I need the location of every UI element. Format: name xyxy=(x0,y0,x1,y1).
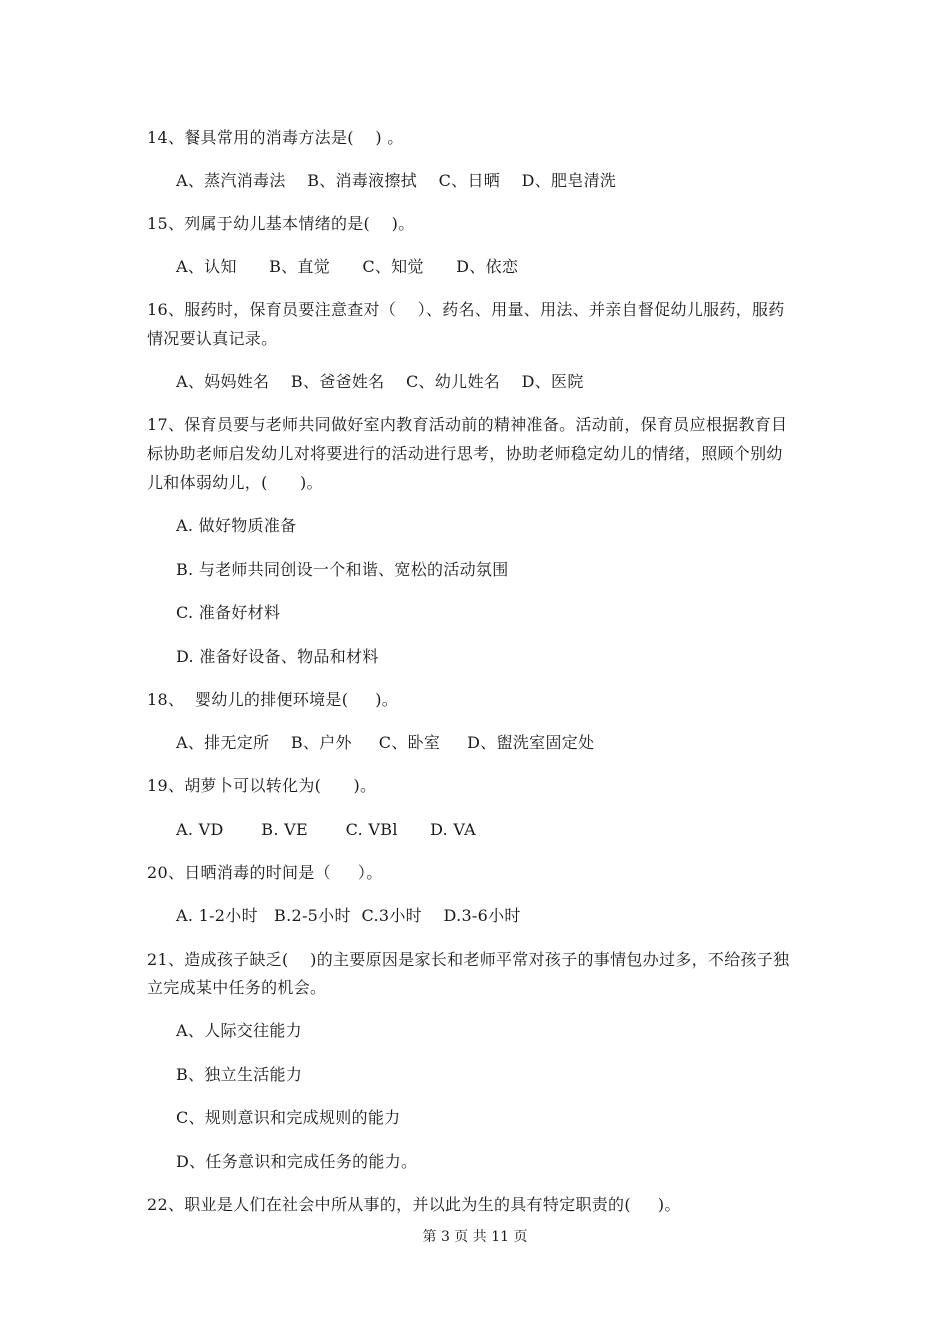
question-20-stem-line-1: 20、日晒消毒的时间是（ ）。 xyxy=(147,863,383,882)
question-21-stem-line-1: 21、造成孩子缺乏( )的主要原因是家长和老师平常对孩子的事情包办过多，不给孩子独 xyxy=(147,950,790,969)
question-17-option-b: B. 与老师共同创设一个和谐、宽松的活动氛围 xyxy=(176,560,509,579)
question-18-options: A、排无定所 B、户外 C、卧室 D、盥洗室固定处 xyxy=(176,733,595,752)
question-21-option-d: D、任务意识和完成任务的能力。 xyxy=(176,1152,418,1171)
question-21-stem-line-2: 立完成某中任务的机会。 xyxy=(147,978,327,997)
question-17-stem-line-1: 17、保育员要与老师共同做好室内教育活动前的精神准备。活动前，保育员应根据教育目 xyxy=(147,415,788,434)
page-footer: 第 3 页 共 11 页 xyxy=(422,1229,528,1245)
question-17-option-d: D. 准备好设备、物品和材料 xyxy=(176,647,379,666)
question-15-options: A、认知 B、直觉 C、知觉 D、依恋 xyxy=(176,257,519,276)
question-16-stem-line-2: 情况要认真记录。 xyxy=(147,329,278,348)
question-14-options: A、蒸汽消毒法 B、消毒液擦拭 C、日晒 D、肥皂清洗 xyxy=(176,171,617,190)
question-17-stem-line-3: 儿和体弱幼儿，( )。 xyxy=(147,473,323,492)
question-22-stem-line-1: 22、职业是人们在社会中所从事的，并以此为生的具有特定职责的( )。 xyxy=(147,1195,681,1214)
question-17-option-c: C. 准备好材料 xyxy=(176,603,281,622)
question-17-option-a: A. 做好物质准备 xyxy=(176,516,297,535)
question-19-options: A. VD B. VE C. VBl D. VA xyxy=(176,820,477,839)
question-20-options: A. 1-2小时 B.2-5小时 C.3小时 D.3-6小时 xyxy=(176,906,521,925)
question-21-option-b: B、独立生活能力 xyxy=(176,1065,303,1084)
question-14-stem-line-1: 14、餐具常用的消毒方法是( ) 。 xyxy=(147,128,404,147)
question-17-stem-line-2: 标协助老师启发幼儿对将要进行的活动进行思考，协助老师稳定幼儿的情绪，照顾个别幼 xyxy=(147,444,783,463)
question-21-option-a: A、人际交往能力 xyxy=(176,1021,302,1040)
question-19-stem-line-1: 19、胡萝卜可以转化为( )。 xyxy=(147,776,377,795)
question-16-stem-line-1: 16、服药时，保育员要注意查对（ ）、药名、用量、用法、并亲自督促幼儿服药，服药 xyxy=(147,300,785,319)
question-15-stem-line-1: 15、列属于幼儿基本情绪的是( )。 xyxy=(147,214,415,233)
question-18-stem-line-1: 18、 婴幼儿的排便环境是( )。 xyxy=(147,690,399,709)
question-21-option-c: C、规则意识和完成规则的能力 xyxy=(176,1108,401,1127)
question-16-options: A、妈妈姓名 B、爸爸姓名 C、幼儿姓名 D、医院 xyxy=(176,372,584,391)
